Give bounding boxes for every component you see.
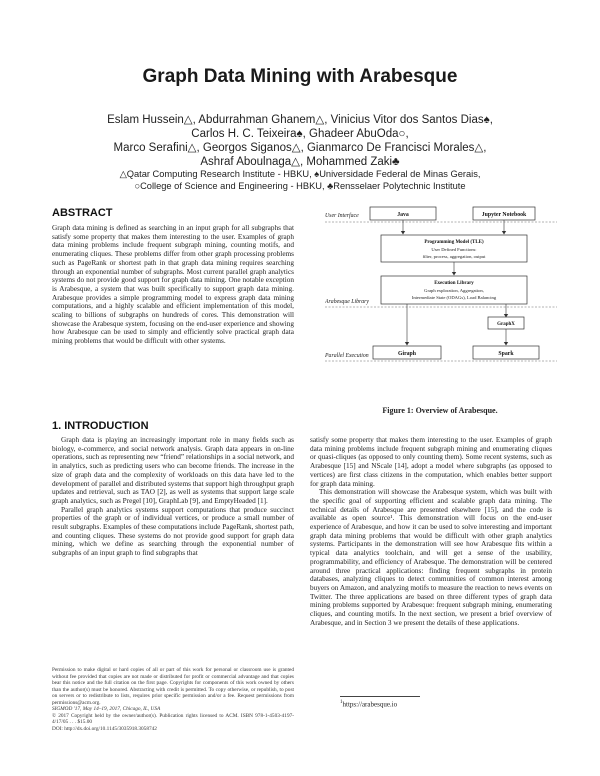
introduction-right-column: [310, 436, 552, 627]
footnote-link[interactable]: https://arabesque.io: [342, 700, 398, 709]
permission-text: Permission to make digital or hard copies of all or part of this work for personal or classroom use is granted without fee provided that copies are not made or distributed for profit or commercial advantage and that copies bear this notice and the full citation on the first page. Copyrights for components of this work owned by others than the author(s) must be honored. Abstracting with credit is permitted. To copy otherwise, or republish, to post on servers or to redistribute to lists, requires prior specific permission and/or a fee. Request permissions from permissions@acm.org.: [52, 667, 294, 706]
author-line: Carlos H. C. Teixeira♠, Ghadeer AbuOda○,: [191, 128, 409, 140]
connector-arrowhead: [452, 272, 456, 276]
connector-arrowhead: [504, 342, 508, 346]
footnote: [340, 700, 397, 708]
jupyter-label: Jupyter Notebook: [481, 212, 527, 218]
copyright-info: © 2017 Copyright held by the owner/author(s). Publication rights licensed to ACM. ISBN 978-1-4503-4197-4/17/05 . . . $15.00: [52, 712, 294, 725]
author-line: Eslam Hussein△, Abdurrahman Ghanem△, Vinicius Vitor dos Santos Dias♠,: [107, 114, 493, 126]
author-line: Marco Serafini△, Georgos Siganos△, Gianmarco De Francisci Morales△,: [113, 142, 487, 154]
execution-library-line: Intermediate State (ODAGs), Load Balancing: [411, 295, 497, 300]
paper-title: Graph Data Mining with Arabesque: [142, 66, 458, 87]
intro-paragraph: Parallel graph analytics systems support computations that produce succinct properties of the graph or of individual vertices, or produce a small number of result subgraphs. Examples of these computations include PageRank, shortest path, and counting cliques. These systems do not provide good support for graph data mining, which we define as searching through the exponential number of subgraphs of an input graph to find subgraphs that: [52, 505, 294, 558]
author-block: [40, 113, 560, 192]
permission-block: [52, 667, 294, 732]
affiliation-line: △Qatar Computing Research Institute - HBKU, ♠Universidade Federal de Minas Gerais,: [119, 169, 481, 179]
programming-model-title: Programming Model (TLE): [424, 240, 484, 245]
spark-label: Spark: [498, 351, 514, 357]
intro-paragraph: satisfy some property that makes them interesting to the user. Examples of graph data mining problems include frequent subgraph mining and enumerating cliques or quasi-cliques (as opposed to only counting them). Some recent systems, such as Arabesque [15] and NScale [14], adopt a model where subgraphs (as opposed to vertices) are first class citizens in the computation, which enables better support for graph data mining.: [310, 436, 552, 488]
figure-caption: Figure 1: Overview of Arabesque.: [382, 406, 498, 415]
abstract-body: [52, 224, 294, 346]
programming-model-line: User Defined Functions:: [431, 247, 477, 252]
java-label: Java: [397, 212, 409, 218]
architecture-figure: [325, 203, 557, 379]
graphx-label: GraphX: [497, 322, 515, 327]
layer-label-user-interface: User Interface: [325, 213, 359, 219]
abstract-paragraph: Graph data mining is defined as searching in an input graph for all subgraphs that satisfy some property that makes them interesting to the user. Examples of graph data mining problems include frequent subgraph mining, counting motifs, and enumerating cliques. These problems differ from other graph processing problems such as PageRank or shortest path in that graph data mining requires searching through an exponential number of subgraphs. Most current parallel graph analytics systems do not provide good support for graph data mining. One notable exception is Arabesque, a system that was built specifically to support graph data mining. Arabesque provides a simple programming model to express graph data mining computations, and a highly scalable and efficient implementation of this model, scaling to billions of subgraphs on hundreds of cores. This demonstration will showcase the Arabesque system, focusing on the end-user experience and showing how Arabesque can be used to simply and efficiently solve practical graph data mining problems that would be difficult with other systems.: [52, 224, 294, 346]
connector-arrowhead: [405, 342, 409, 346]
affiliation-line: ○College of Science and Engineering - HBKU, ♣Rensselaer Polytechnic Institute: [134, 180, 466, 191]
intro-paragraph: This demonstration will showcase the Arabesque system, which was built with the specific goal of supporting efficient and scalable graph data mining. The technical details of Arabesque are presented elsewhere [15], and the code is available as open source¹. This demonstration will focus on the end-user experience of Arabesque, and how it can be used to solve interesting and important graph data mining problems that would be difficult with other graph analytics systems. Participants in the demonstration will see how Arabesque fits within a typical data analytics toolchain, and will get a sense of the usability, programmability, and efficiency of Arabesque. The demonstration will be centered around three practical applications: finding frequent subgraphs in protein databases, analyzing cliques to detect communities of common interest among buyers on Amazon, and analyzing motifs to measure the reaction to news events on Twitter. The three applications are based on three different types of graph data mining problems supported by Arabesque: frequent subgraph mining, enumerating cliques, and counting motifs. In the next section, we present a brief overview of Arabesque, and in Section 3 we present the details of these applications.: [310, 488, 552, 627]
footnote-mark: 1: [340, 700, 343, 705]
layer-label-parallel-execution: Parallel Execution: [325, 353, 369, 359]
doi-link[interactable]: DOI: http://dx.doi.org/10.1145/3035918.3058742: [52, 725, 157, 732]
introduction-left-column: [52, 436, 294, 558]
intro-paragraph: Graph data is playing an increasingly important role in many fields such as biology, e-commerce, and social network analysis. Graph data appears in on-line operations, such as representing new “friend” relationships in a social network, and in analytics, such as predicting users who can become friends. The increase in the size of graph data and the complexity of workloads on this data have led to the development of parallel and distributed systems that support high throughput graph updates and retrieval, such as TAO [2], as well as systems that support large scale graph analytics, such as Pregel [10], GraphLab [9], and EmptyHeaded [1].: [52, 436, 294, 505]
introduction-heading: 1. INTRODUCTION: [52, 420, 149, 432]
conference-info: SIGMOD '17, May 14–19, 2017, Chicago, IL, USA: [52, 706, 161, 712]
footnote-rule: [340, 696, 420, 697]
author-line: Ashraf Aboulnaga△, Mohammed Zaki♣: [200, 156, 400, 168]
execution-library-title: Execution Library: [434, 281, 474, 286]
connector-arrowhead: [502, 231, 506, 235]
connector-arrowhead: [401, 231, 405, 235]
programming-model-line: filter, process, aggregation, output: [422, 254, 486, 259]
giraph-label: Giraph: [397, 351, 417, 357]
execution-library-line: Graph exploration, Aggregation,: [424, 288, 484, 293]
layer-label-arabesque-library: Arabesque Library: [325, 299, 369, 305]
abstract-heading: ABSTRACT: [52, 207, 113, 219]
